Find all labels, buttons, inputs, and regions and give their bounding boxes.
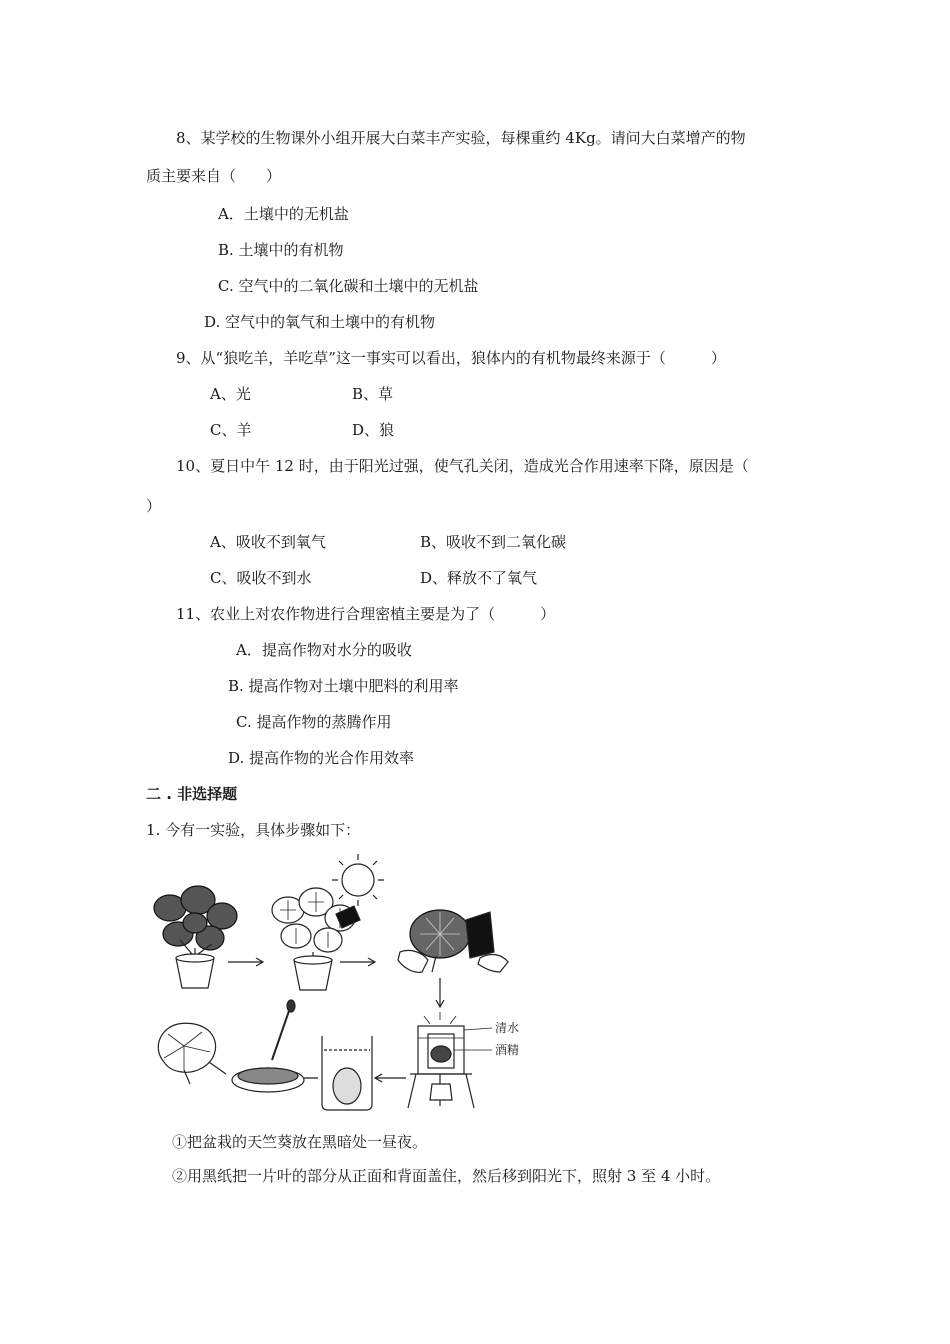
q11-stem: 11、农业上对农作物进行合理密植主要是为了（ ） [176, 605, 556, 623]
hand-with-leaf-icon [398, 910, 508, 972]
arrow-icon [375, 1074, 406, 1082]
label-alcohol: 酒精 [495, 1043, 520, 1057]
arrow-icon [436, 978, 444, 1007]
plant-in-dark-icon [154, 886, 237, 988]
step-2: ②用黑纸把一片叶的部分从正面和背面盖住，然后移到阳光下，照射 3 至 4 小时。 [172, 1167, 721, 1185]
petri-dish-dropper-icon [232, 1000, 304, 1092]
step-1: ①把盆栽的天竺葵放在黑暗处一昼夜。 [172, 1133, 428, 1151]
label-water: 清水 [495, 1021, 520, 1035]
q8-option-b: B. 土壤中的有机物 [218, 241, 344, 259]
q9-stem: 9、从“狼吃羊，羊吃草”这一事实可以看出，狼体内的有机物最终来源于（ ） [176, 349, 726, 367]
q10-option-b: B、吸收不到二氧化碳 [420, 533, 567, 551]
q8-option-c: C. 空气中的二氧化碳和土壤中的无机盐 [218, 277, 479, 295]
q8-stem-line1: 8、某学校的生物课外小组开展大白菜丰产实验，每棵重约 4Kg。请问大白菜增产的物 [176, 129, 746, 147]
arrow-icon [228, 958, 263, 966]
q11-option-a: A．提高作物对水分的吸收 [236, 641, 412, 659]
leaf-result-icon [158, 1023, 215, 1084]
plant-in-light-icon [272, 888, 360, 990]
q11-option-c: C. 提高作物的蒸腾作用 [236, 713, 392, 731]
q9-option-c: C、羊 [210, 421, 252, 439]
beaker-icon [322, 1036, 372, 1110]
water-bath-heating-icon [408, 1012, 492, 1108]
q10-option-c: C、吸收不到水 [210, 569, 312, 587]
q9-option-d: D、狼 [352, 421, 395, 439]
q9-option-a: A、光 [210, 385, 251, 403]
sun-icon [332, 854, 384, 906]
q10-stem-line2: ） [146, 497, 162, 515]
q10-stem-line1: 10、夏日中午 12 时，由于阳光过强，使气孔关闭，造成光合作用速率下降，原因是（ [176, 457, 749, 475]
q8-stem-line2: 质主要来自（ ） [146, 167, 282, 185]
q11-option-d: D. 提高作物的光合作用效率 [228, 749, 415, 767]
q10-option-d: D、释放不了氧气 [420, 569, 538, 587]
q8-option-a: A．土壤中的无机盐 [218, 205, 349, 223]
section-heading: 二 . 非选择题 [146, 785, 238, 803]
q10-option-a: A、吸收不到氧气 [210, 533, 326, 551]
arrow-icon [340, 958, 375, 966]
q9-option-b: B、草 [352, 385, 394, 403]
q11-option-b: B. 提高作物对土壤中肥料的利用率 [228, 677, 459, 695]
q1-stem: 1. 今有一实验，具体步骤如下： [146, 821, 361, 839]
experiment-figure [140, 848, 540, 1118]
q8-option-d: D. 空气中的氧气和土壤中的有机物 [204, 313, 436, 331]
